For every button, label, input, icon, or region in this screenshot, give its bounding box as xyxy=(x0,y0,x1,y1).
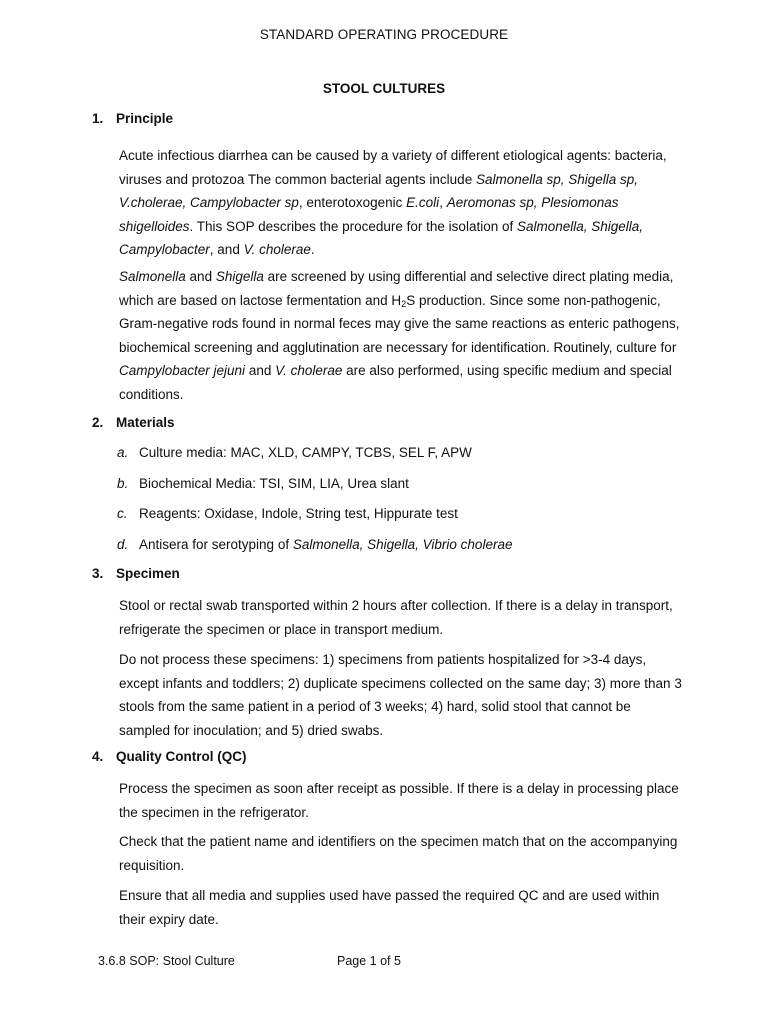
qc-paragraph-3: Ensure that all media and supplies used have passed the required QC and are used within their expiry date. xyxy=(119,888,660,927)
principle-paragraph-2: Salmonella and Shigella are screened by using differential and selective direct plating media, which are based on lactose fermentation and $H_2S$ production. Since some non-pathogenic, Gram-negative rods found in normal feces may give the same reactions as enteric pathogens, biochemical screening and agglutination are necessary for identification. Routinely, culture for Campylobacter jejuni and V. cholerae are also performed, using specific medium and special conditions. xyxy=(119,269,680,402)
section-heading-materials xyxy=(92,415,175,430)
qc-paragraph-2: Check that the patient name and identifiers on the specimen match that on the accompanying requisition. xyxy=(119,834,678,873)
specimen-paragraph-1: Stool or rectal swab transported within 2 hours after collection. If there is a delay in transport, refrigerate the specimen or place in transport medium. xyxy=(119,598,673,637)
materials-item: d. Antisera for serotyping of Salmonella, Shigella, Vibrio cholerae xyxy=(117,537,513,552)
specimen-paragraph-2: Do not process these specimens: 1) specimens from patients hospitalized for >3-4 days, except infants and toddlers; 2) duplicate specimens collected on the same day; 3) more than 3 stools from the same patient in a period of 3 weeks; 4) hard, solid stool that cannot be sampled for inoculation; and 5) dried swabs. xyxy=(119,652,682,738)
section-title: Specimen xyxy=(116,566,180,581)
page-header: STANDARD OPERATING PROCEDURE xyxy=(259,27,509,42)
section-heading-principle xyxy=(92,111,173,126)
document-title: STOOL CULTURES xyxy=(322,81,446,96)
section-number: 1. xyxy=(92,111,104,126)
section-title: Materials xyxy=(116,415,175,430)
section-number: 2. xyxy=(92,415,104,430)
section-number: 4. xyxy=(92,749,104,764)
materials-item: a. Culture media: MAC, XLD, CAMPY, TCBS, SEL F, APW xyxy=(117,445,472,460)
section-heading-qc xyxy=(92,749,247,764)
principle-paragraph-1: Acute infectious diarrhea can be caused by a variety of different etiological agents: bacteria, viruses and protozoa The common bacterial agents include Salmonella sp, Shigella sp, V.cholerae, Campylobacter sp, enterotoxogenic E.coli, Aeromonas sp, Plesiomonas shigelloides. This SOP describes the procedure for the isolation of Salmonella, Shigella, Campylobacter, and V. cholerae. xyxy=(119,148,667,257)
qc-paragraph-1: Process the specimen as soon after receipt as possible. If there is a delay in processing place the specimen in the refrigerator. xyxy=(119,781,679,820)
footer-doc-ref: 3.6.8 SOP: Stool Culture xyxy=(98,954,235,968)
section-number: 3. xyxy=(92,566,104,581)
footer-page-number: Page 1 of 5 xyxy=(337,954,401,968)
materials-item: c. Reagents: Oxidase, Indole, String test, Hippurate test xyxy=(117,506,458,521)
section-heading-specimen xyxy=(92,566,180,581)
section-title: Principle xyxy=(116,111,174,126)
section-title: Quality Control (QC) xyxy=(116,749,247,764)
materials-item: b. Biochemical Media: TSI, SIM, LIA, Urea slant xyxy=(117,476,409,491)
